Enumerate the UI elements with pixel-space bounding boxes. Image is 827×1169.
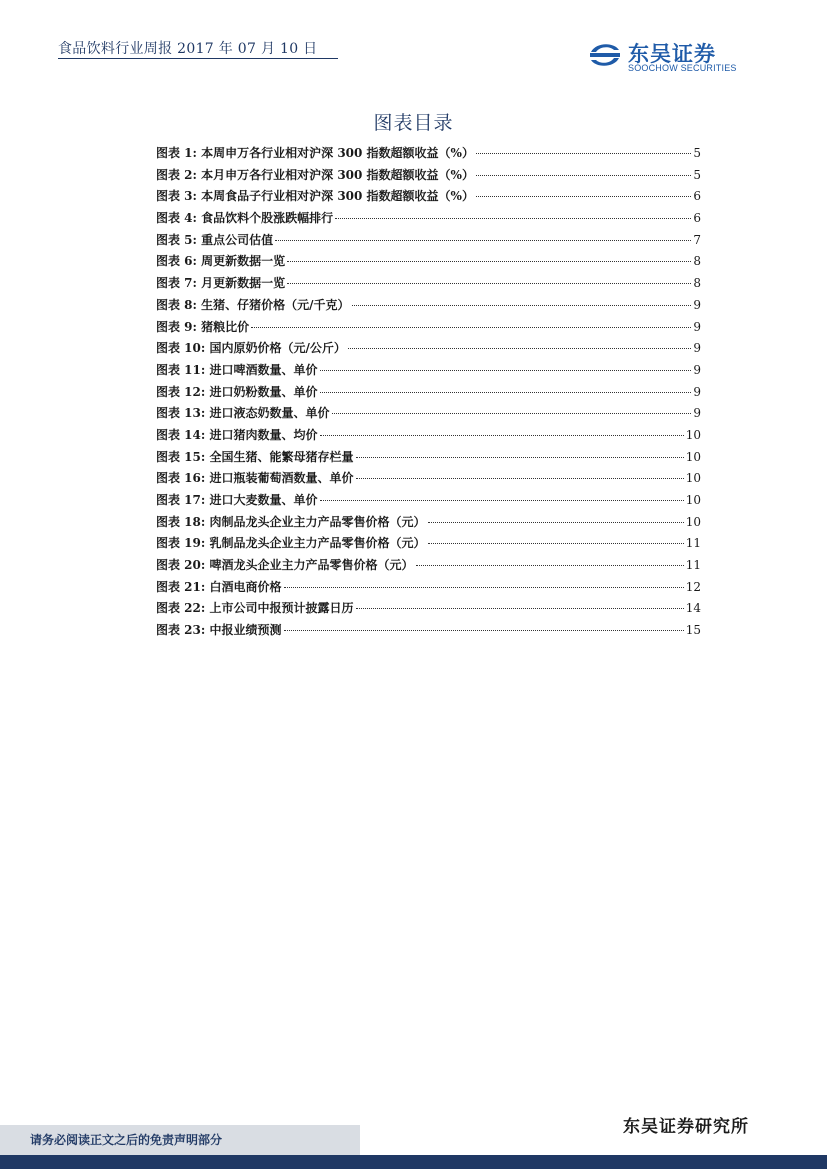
soochow-logo xyxy=(588,36,763,76)
toc-entry-label: 图表 15: 全国生猪、能繁母猪存栏量 xyxy=(156,449,354,464)
logo-english-name: SOOCHOW SECURITIES xyxy=(628,63,737,73)
toc-entry[interactable] xyxy=(156,426,701,448)
toc-entry[interactable] xyxy=(156,556,701,578)
toc-entry-page: 8 xyxy=(693,276,701,291)
toc-dot-leader xyxy=(320,500,684,501)
toc-entry-label: 图表 16: 进口瓶装葡萄酒数量、单价 xyxy=(156,471,354,486)
toc-entry-label: 图表 1: 本周申万各行业相对沪深 300 指数超额收益（%） xyxy=(156,146,474,160)
toc-title: 图表目录 xyxy=(373,112,454,134)
toc-entry-label: 图表 18: 肉制品龙头企业主力产品零售价格（元） xyxy=(156,514,426,529)
toc-dot-leader xyxy=(332,413,692,414)
toc-entry[interactable] xyxy=(156,231,701,253)
toc-entry-page: 6 xyxy=(693,189,701,204)
toc-entry[interactable] xyxy=(156,144,701,166)
toc-dot-leader xyxy=(320,392,692,393)
toc-dot-leader xyxy=(335,218,691,219)
figure-index-list xyxy=(156,144,701,643)
toc-entry[interactable] xyxy=(156,296,701,318)
toc-entry-page: 9 xyxy=(693,319,701,334)
toc-dot-leader xyxy=(476,175,691,176)
toc-entry-page: 10 xyxy=(685,514,701,529)
toc-entry-label: 图表 19: 乳制品龙头企业主力产品零售价格（元） xyxy=(156,536,426,551)
toc-dot-leader xyxy=(356,478,684,479)
toc-entry[interactable] xyxy=(156,318,701,340)
footer-disclaimer: 请务必阅读正文之后的免责声明部分 xyxy=(30,1133,223,1147)
toc-entry-label: 图表 21: 白酒电商价格 xyxy=(156,579,282,594)
toc-entry[interactable] xyxy=(156,448,701,470)
footer-organization: 东吴证券研究所 xyxy=(623,1117,749,1137)
toc-dot-leader xyxy=(275,240,691,241)
toc-dot-leader xyxy=(284,630,684,631)
toc-entry[interactable] xyxy=(156,252,701,274)
toc-entry[interactable] xyxy=(156,599,701,621)
toc-entry-label: 图表 14: 进口猪肉数量、均价 xyxy=(156,427,318,442)
toc-entry[interactable] xyxy=(156,187,701,209)
toc-dot-leader xyxy=(428,522,684,523)
toc-entry-page: 10 xyxy=(685,471,701,486)
toc-entry-label: 图表 7: 月更新数据一览 xyxy=(156,276,286,291)
toc-entry[interactable] xyxy=(156,513,701,535)
toc-entry-label: 图表 3: 本周食品子行业相对沪深 300 指数超额收益（%） xyxy=(156,189,474,204)
toc-entry-page: 9 xyxy=(693,384,701,399)
toc-entry-page: 9 xyxy=(693,362,701,377)
toc-dot-leader xyxy=(416,565,684,566)
footer-bar xyxy=(0,1155,827,1169)
toc-entry-label: 图表 2: 本月申万各行业相对沪深 300 指数超额收益（%） xyxy=(156,167,474,182)
toc-dot-leader xyxy=(428,543,684,544)
toc-entry-page: 14 xyxy=(685,601,701,616)
toc-entry[interactable] xyxy=(156,578,701,600)
toc-entry-page: 15 xyxy=(685,623,701,638)
logo-chinese-name: 东吴证券 xyxy=(628,42,716,66)
toc-dot-leader xyxy=(320,370,692,371)
toc-entry[interactable] xyxy=(156,361,701,383)
toc-entry-page: 11 xyxy=(685,558,701,573)
toc-entry[interactable] xyxy=(156,383,701,405)
toc-entry-page: 7 xyxy=(693,232,701,247)
toc-entry-label: 图表 9: 猪粮比价 xyxy=(156,319,250,334)
toc-entry-label: 图表 13: 进口液态奶数量、单价 xyxy=(156,406,330,421)
toc-dot-leader xyxy=(320,435,684,436)
toc-entry-label: 图表 17: 进口大麦数量、单价 xyxy=(156,493,318,507)
toc-dot-leader xyxy=(287,283,691,284)
toc-entry[interactable] xyxy=(156,469,701,491)
header-underline xyxy=(58,58,338,59)
toc-entry[interactable] xyxy=(156,339,701,361)
toc-entry-label: 图表 6: 周更新数据一览 xyxy=(156,254,286,269)
toc-entry-label: 图表 20: 啤酒龙头企业主力产品零售价格（元） xyxy=(156,558,414,573)
toc-entry[interactable] xyxy=(156,274,701,296)
toc-entry-label: 图表 22: 上市公司中报预计披露日历 xyxy=(156,601,354,616)
scs-logo-icon xyxy=(588,38,622,72)
toc-entry[interactable] xyxy=(156,166,701,188)
toc-entry-label: 图表 4: 食品饮料个股涨跌幅排行 xyxy=(156,211,334,226)
toc-entry[interactable] xyxy=(156,534,701,556)
toc-entry-label: 图表 12: 进口奶粉数量、单价 xyxy=(156,384,318,399)
toc-dot-leader xyxy=(476,196,691,197)
report-header-title: 食品饮料行业周报 2017 年 07 月 10 日 xyxy=(58,41,318,57)
toc-entry-label: 图表 11: 进口啤酒数量、单价 xyxy=(156,362,318,377)
toc-entry-page: 8 xyxy=(693,254,701,269)
toc-dot-leader xyxy=(284,587,684,588)
toc-entry-page: 10 xyxy=(685,493,701,507)
toc-entry-label: 图表 5: 重点公司估值 xyxy=(156,232,274,247)
toc-entry-page: 12 xyxy=(685,579,701,594)
toc-dot-leader xyxy=(352,305,692,306)
toc-entry[interactable] xyxy=(156,209,701,231)
toc-entry-page: 5 xyxy=(693,146,701,160)
toc-entry-label: 图表 8: 生猪、仔猪价格（元/千克） xyxy=(156,297,350,312)
toc-entry[interactable] xyxy=(156,404,701,426)
toc-dot-leader xyxy=(251,327,691,328)
toc-entry[interactable] xyxy=(156,491,701,513)
toc-entry-page: 5 xyxy=(693,167,701,182)
toc-entry[interactable] xyxy=(156,621,701,643)
toc-entry-page: 11 xyxy=(685,536,701,551)
toc-entry-page: 10 xyxy=(685,449,701,464)
toc-entry-page: 9 xyxy=(693,341,701,356)
toc-entry-label: 图表 23: 中报业绩预测 xyxy=(156,623,282,638)
toc-entry-label: 图表 10: 国内原奶价格（元/公斤） xyxy=(156,341,346,356)
toc-dot-leader xyxy=(476,153,691,154)
toc-dot-leader xyxy=(348,348,691,349)
toc-entry-page: 10 xyxy=(685,427,701,442)
toc-dot-leader xyxy=(356,457,684,458)
toc-entry-page: 9 xyxy=(693,297,701,312)
toc-dot-leader xyxy=(356,608,684,609)
toc-entry-page: 9 xyxy=(693,406,701,421)
toc-entry-page: 6 xyxy=(693,211,701,226)
toc-dot-leader xyxy=(287,261,691,262)
